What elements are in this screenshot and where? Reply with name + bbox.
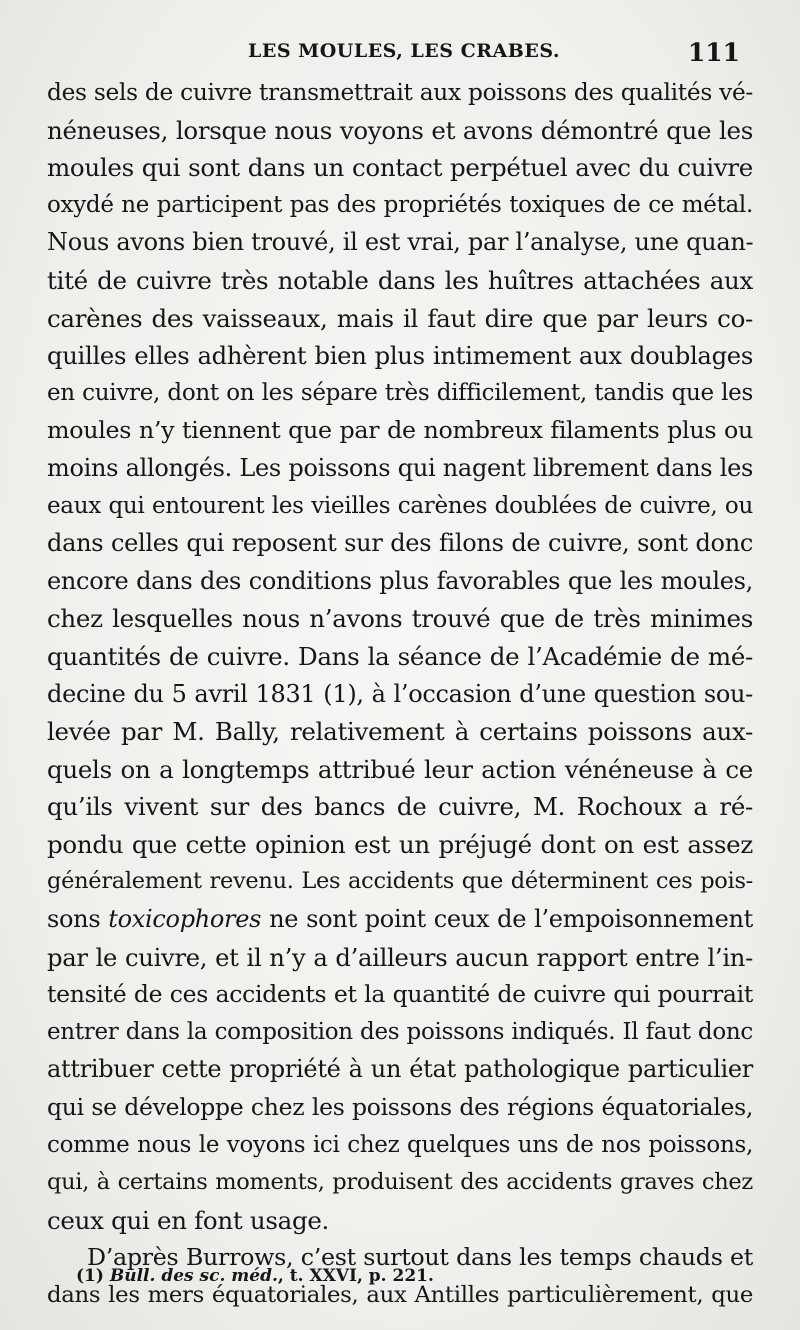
text-line: généralement revenu. Les accidents que déterminent ces pois- [47,868,753,895]
text-line: quantités de cuivre. Dans la séance de l’Académie de mé- [47,641,753,671]
text-line: des sels de cuivre transmettrait aux poissons des qualités vé- [47,79,753,106]
text-line: qui se développe chez les poissons des régions équatoriales, [47,1093,753,1122]
text-line: moules qui sont dans un contact perpétuel avec du cuivre [47,153,753,183]
running-header [0,36,800,76]
text-line: néneuses, lorsque nous voyons et avons démontré que les [47,115,753,145]
text-line: levée par M. Bally, relativement à certains poissons aux- [47,717,753,747]
italic-term: toxicophores [108,905,262,934]
text-line: tensité de ces accidents et la quantité de cuivre qui pourrait [47,980,753,1009]
text-line: en cuivre, dont on les sépare très difficilement, tandis que les [47,379,753,406]
text-line: entrer dans la composition des poissons indiqués. Il faut donc [47,1018,753,1045]
text-line: encore dans des conditions plus favorables que les moules, [47,566,753,595]
text-line: sons toxicophores ne sont point ceux de l’empoisonnement [47,905,753,934]
text-line: Nous avons bien trouvé, il est vrai, par l’analyse, une quan- [47,228,754,257]
footnote [76,1266,434,1286]
text-line: tité de cuivre très notable dans les huîtres attachées aux [47,265,753,295]
text-line: qu’ils vivent sur des bancs de cuivre, M. Rochoux a ré- [47,792,753,822]
text-line: eaux qui entourent les vieilles carènes doublées de cuivre, ou [47,492,753,519]
text-line: pondu que cette opinion est un préjugé dont on est assez [47,829,753,859]
text-line: decine du 5 avril 1831 (1), à l’occasion d’une question sou- [47,679,753,708]
text-line: quilles elles adhèrent bien plus intimement aux doublages [47,341,753,371]
text-line: moules n’y tiennent que par de nombreux filaments plus ou [47,416,753,445]
text-line: par le cuivre, et il n’y a d’ailleurs aucun rapport entre l’in- [47,942,753,972]
text-line: comme nous le voyons ici chez quelques uns de nos poissons, [47,1131,753,1158]
page-number: 111 [687,38,740,67]
footnote-source: Bull. des sc. méd. [109,1266,278,1286]
text-line: dans les mers équatoriales, aux Antilles particulièrement, que [47,1282,753,1308]
paragraph-end-line: ceux qui en font usage. [47,1205,330,1235]
text-line: carènes des vaisseaux, mais il faut dire que par leurs co- [47,303,753,333]
text-line: quels on a longtemps attribué leur action vénéneuse à ce [47,754,753,784]
footnote-reference: , t. XXVI, p. 221. [277,1266,434,1286]
body-text [47,74,753,1315]
text-line: moins allongés. Les poissons qui nagent librement dans les [47,453,753,482]
paragraph-start-line: D’après Burrows, c’est surtout dans les temps chauds et [87,1243,753,1272]
footnote-marker: (1) [76,1266,104,1286]
text-line: attribuer cette propriété à un état pathologique particulier [47,1055,753,1084]
text-line: chez lesquelles nous n’avons trouvé que de très minimes [47,604,753,634]
text-line: dans celles qui reposent sur des filons de cuivre, sont donc [47,529,753,558]
text-line: qui, à certains moments, produisent des accidents graves chez [47,1169,753,1196]
text-line: oxydé ne participent pas des propriétés toxiques de ce métal. [47,191,753,218]
running-title: LES MOULES, LES CRABES. [248,40,560,62]
